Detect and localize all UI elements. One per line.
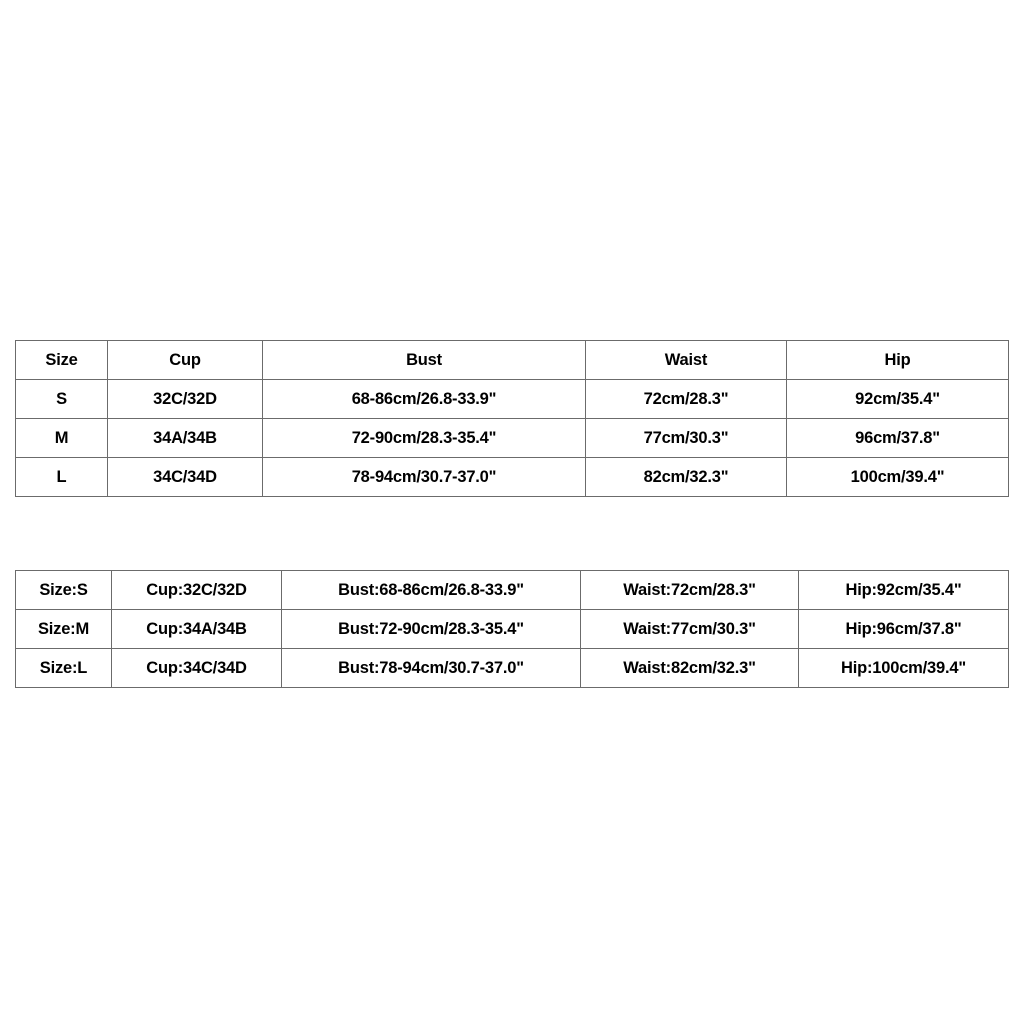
cell-size: L bbox=[16, 458, 108, 497]
size-chart-labeled-table bbox=[15, 570, 1009, 688]
table-row bbox=[16, 571, 1009, 610]
cell-bust: 68-86cm/26.8-33.9" bbox=[263, 380, 586, 419]
cell-hip: Hip:92cm/35.4" bbox=[799, 571, 1009, 610]
cell-hip: 96cm/37.8" bbox=[787, 419, 1009, 458]
cell-bust: Bust:78-94cm/30.7-37.0" bbox=[282, 649, 581, 688]
cell-bust: Bust:72-90cm/28.3-35.4" bbox=[282, 610, 581, 649]
table-row bbox=[16, 458, 1009, 497]
header-hip: Hip bbox=[787, 341, 1009, 380]
cell-cup: Cup:34C/34D bbox=[112, 649, 282, 688]
header-size: Size bbox=[16, 341, 108, 380]
size-chart-table bbox=[15, 340, 1009, 497]
cell-size: Size:M bbox=[16, 610, 112, 649]
cell-cup: Cup:34A/34B bbox=[112, 610, 282, 649]
cell-cup: 34A/34B bbox=[108, 419, 263, 458]
cell-cup: 32C/32D bbox=[108, 380, 263, 419]
cell-size: Size:S bbox=[16, 571, 112, 610]
cell-waist: Waist:82cm/32.3" bbox=[581, 649, 799, 688]
cell-bust: 78-94cm/30.7-37.0" bbox=[263, 458, 586, 497]
table-row bbox=[16, 380, 1009, 419]
cell-waist: 82cm/32.3" bbox=[586, 458, 787, 497]
table-row bbox=[16, 610, 1009, 649]
cell-hip: Hip:100cm/39.4" bbox=[799, 649, 1009, 688]
header-waist: Waist bbox=[586, 341, 787, 380]
table-header-row bbox=[16, 341, 1009, 380]
cell-hip: Hip:96cm/37.8" bbox=[799, 610, 1009, 649]
cell-hip: 100cm/39.4" bbox=[787, 458, 1009, 497]
header-cup: Cup bbox=[108, 341, 263, 380]
cell-waist: 77cm/30.3" bbox=[586, 419, 787, 458]
table-row bbox=[16, 419, 1009, 458]
cell-bust: Bust:68-86cm/26.8-33.9" bbox=[282, 571, 581, 610]
cell-waist: 72cm/28.3" bbox=[586, 380, 787, 419]
cell-cup: Cup:32C/32D bbox=[112, 571, 282, 610]
cell-size: M bbox=[16, 419, 108, 458]
cell-bust: 72-90cm/28.3-35.4" bbox=[263, 419, 586, 458]
header-bust: Bust bbox=[263, 341, 586, 380]
cell-cup: 34C/34D bbox=[108, 458, 263, 497]
cell-size: Size:L bbox=[16, 649, 112, 688]
cell-waist: Waist:72cm/28.3" bbox=[581, 571, 799, 610]
cell-size: S bbox=[16, 380, 108, 419]
cell-hip: 92cm/35.4" bbox=[787, 380, 1009, 419]
table-row bbox=[16, 649, 1009, 688]
cell-waist: Waist:77cm/30.3" bbox=[581, 610, 799, 649]
